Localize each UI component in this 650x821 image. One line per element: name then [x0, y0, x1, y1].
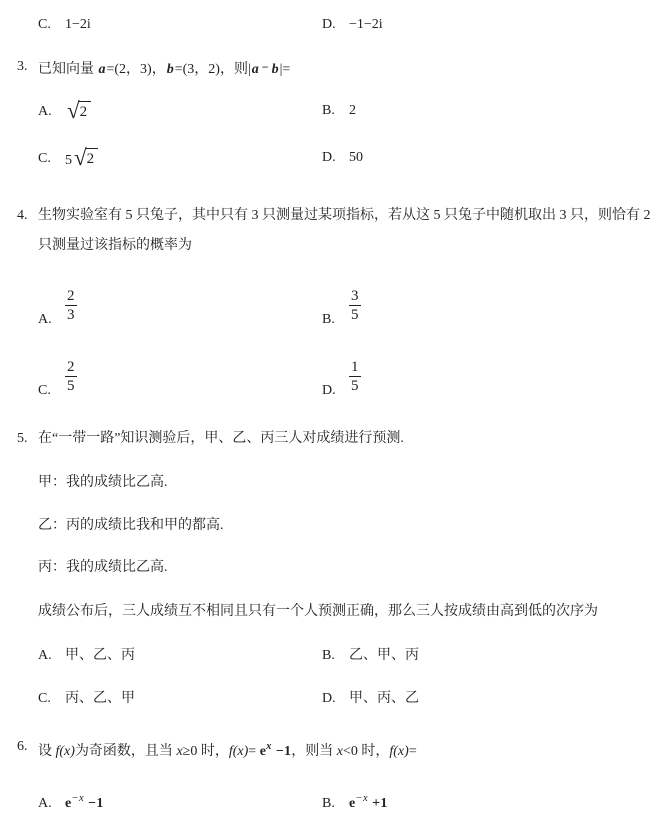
question-4-option-b [322, 287, 361, 330]
option-value: 甲、丙、乙 [349, 691, 419, 706]
option-label: C. [38, 150, 51, 166]
prev-option-c [38, 15, 91, 35]
exponent: −x [71, 793, 85, 804]
exponent: x [266, 741, 272, 752]
minus-sign: − [261, 60, 269, 74]
fraction-numerator: 1 [351, 359, 359, 375]
option-label: C. [38, 17, 51, 32]
fraction-denominator: 5 [351, 307, 359, 323]
question-4-option-d [322, 358, 361, 401]
option-label: B. [322, 312, 335, 327]
question-4-option-c [38, 358, 77, 401]
question-3-option-b [322, 101, 356, 121]
question-5-statement: 在“一带一路”知识测验后，甲、乙、丙三人对成绩进行预测. [38, 431, 404, 446]
question-4-statement-line2: 只测量过该指标的概率为 [38, 238, 192, 253]
statement-text: 为奇函数，且当 [74, 744, 177, 759]
option-label: B. [322, 796, 335, 811]
fraction [65, 358, 77, 395]
formula-tail: +1 [372, 796, 388, 811]
fraction [349, 358, 361, 395]
formula-e-power [349, 789, 388, 814]
question-6-number: 6. [17, 739, 28, 754]
question-6-option-a [38, 789, 104, 814]
option-value: 1−2i [65, 17, 91, 32]
vector-b: b [166, 62, 174, 77]
fraction-denominator: 5 [67, 378, 75, 394]
radicand: 2 [85, 148, 99, 169]
vector-a: a [251, 62, 259, 77]
question-4-statement-line1: 生物实验室有 5 只兔子，其中只有 3 只测量过某项指标，若从这 5 只兔子中随机取出 3 只，则恰有 2 [38, 208, 650, 223]
option-label: C. [38, 383, 51, 398]
option-value: 2 [349, 103, 356, 118]
option-label: A. [38, 312, 52, 327]
prev-option-d [322, 15, 383, 35]
fraction-denominator: 5 [351, 378, 359, 394]
option-label: C. [38, 691, 51, 706]
formula-e-power [259, 741, 292, 759]
question-3-number: 3. [17, 59, 28, 74]
question-5-option-d [322, 689, 419, 709]
vector-b: b [271, 62, 279, 77]
function-fx: f(x) [228, 744, 249, 759]
question-5-number: 5. [17, 431, 28, 446]
formula-tail: −1 [275, 744, 292, 759]
sqrt-coefficient: 5 [65, 152, 72, 168]
e-base: e [65, 796, 72, 811]
fraction-numerator: 3 [351, 288, 359, 304]
option-label: D. [322, 691, 336, 706]
option-value: 甲、乙、丙 [65, 648, 135, 663]
question-5-option-b [322, 646, 419, 666]
statement-text: |= [279, 62, 291, 77]
sqrt-expression [74, 145, 98, 170]
statement-text: = [248, 744, 260, 759]
question-5-option-c [38, 689, 135, 709]
prediction-yi: 乙：丙的成绩比我和甲的都高. [38, 518, 224, 533]
e-base: e [259, 744, 267, 759]
option-label: D. [322, 17, 336, 32]
fraction-numerator: 2 [67, 288, 75, 304]
question-4-number: 4. [17, 208, 28, 223]
question-3-option-d [322, 148, 363, 168]
formula-e-power [65, 789, 104, 814]
question-3-option-c [38, 145, 98, 170]
fraction-numerator: 2 [67, 359, 75, 375]
option-label: D. [322, 383, 336, 398]
option-label: A. [38, 796, 52, 811]
exponent: −x [355, 793, 369, 804]
question-4-option-a [38, 287, 77, 330]
statement-text: = [408, 744, 417, 759]
variable-x: x [176, 744, 183, 759]
option-label: B. [322, 103, 335, 118]
option-value: −1−2i [349, 17, 383, 32]
function-fx: f(x) [389, 744, 409, 759]
option-value: 50 [349, 150, 363, 165]
function-fx: f(x) [55, 744, 75, 759]
option-label: A. [38, 648, 52, 663]
option-value: 乙、甲、丙 [349, 648, 419, 663]
question-3-option-a [38, 98, 91, 123]
radical-sign-icon: √ [67, 98, 80, 123]
radical-sign-icon: √ [74, 145, 87, 170]
statement-text: =(2，3)， [106, 62, 166, 77]
prediction-jia: 甲：我的成绩比乙高. [38, 475, 168, 490]
question-6-option-b [322, 789, 388, 814]
formula-tail: −1 [88, 796, 104, 811]
question-6-statement [38, 737, 417, 762]
question-3-statement [38, 57, 290, 80]
sqrt-expression [67, 98, 91, 123]
option-label: A. [38, 103, 52, 119]
fraction-denominator: 3 [67, 307, 75, 323]
statement-text: =(3，2)，则| [174, 62, 251, 77]
variable-x: x [336, 744, 343, 759]
statement-text: 设 [38, 744, 56, 759]
statement-text: 已知向量 [38, 62, 98, 77]
e-base: e [349, 796, 356, 811]
option-label: D. [322, 150, 336, 165]
fraction [65, 287, 77, 324]
statement-text: ≥0 时， [182, 744, 229, 759]
statement-text: <0 时， [342, 744, 390, 759]
question-5-option-a [38, 646, 135, 666]
prediction-bing: 丙：我的成绩比乙高. [38, 560, 168, 575]
option-label: B. [322, 648, 335, 663]
option-value: 丙、乙、甲 [65, 691, 135, 706]
radicand: 2 [78, 101, 92, 122]
vector-a: a [98, 62, 106, 77]
statement-text: ，则当 [291, 744, 337, 759]
question-5-conclusion: 成绩公布后，三人成绩互不相同且只有一个人预测正确，那么三人按成绩由高到低的次序为 [38, 604, 598, 619]
fraction [349, 287, 361, 324]
